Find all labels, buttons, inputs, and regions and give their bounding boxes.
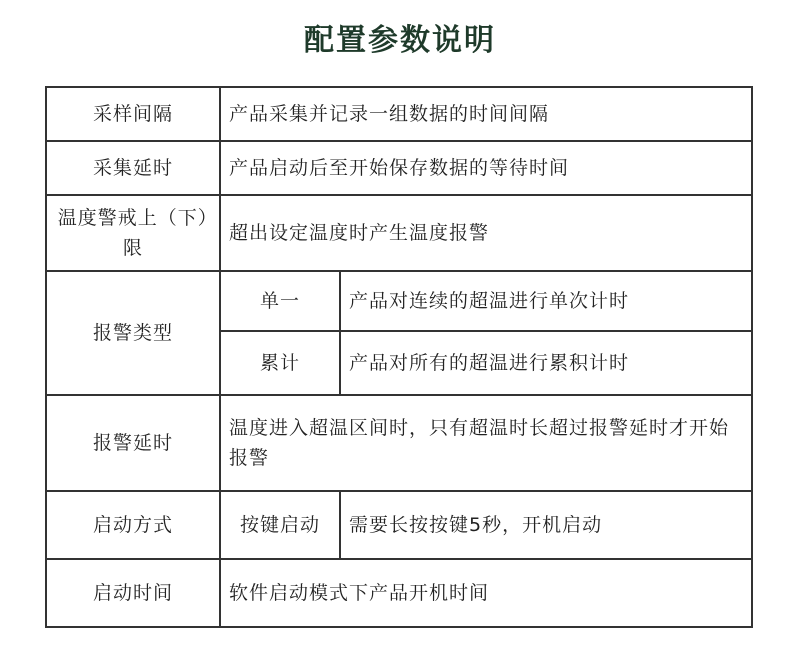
param-name-alarm-type: 报警类型 <box>46 271 220 395</box>
param-name-collection-delay: 采集延时 <box>46 141 220 195</box>
param-desc-alarm-single: 产品对连续的超温进行单次计时 <box>340 271 752 331</box>
page-title: 配置参数说明 <box>304 23 496 58</box>
table-row <box>46 87 752 141</box>
param-desc-collection-delay: 产品启动后至开始保存数据的等待时间 <box>220 141 752 195</box>
param-name-temp-alarm-limit: 温度警戒上（下）限 <box>46 195 220 271</box>
table-row <box>46 195 752 271</box>
table-row <box>46 395 752 491</box>
param-desc-start-time: 软件启动模式下产品开机时间 <box>220 559 752 627</box>
param-sub-alarm-single: 单一 <box>220 271 340 331</box>
table-row <box>46 559 752 627</box>
param-name-start-time: 启动时间 <box>46 559 220 627</box>
table-row <box>46 141 752 195</box>
param-name-sampling-interval: 采样间隔 <box>46 87 220 141</box>
param-desc-start-mode: 需要长按按键5秒，开机启动 <box>340 491 752 559</box>
config-parameter-table <box>45 86 753 628</box>
param-name-start-mode: 启动方式 <box>46 491 220 559</box>
param-sub-start-mode: 按键启动 <box>220 491 340 559</box>
param-desc-alarm-cumulative: 产品对所有的超温进行累积计时 <box>340 331 752 395</box>
param-name-alarm-delay: 报警延时 <box>46 395 220 491</box>
table-row <box>46 271 752 331</box>
param-desc-temp-alarm-limit: 超出设定温度时产生温度报警 <box>220 195 752 271</box>
param-desc-sampling-interval: 产品采集并记录一组数据的时间间隔 <box>220 87 752 141</box>
table-row <box>46 491 752 559</box>
param-sub-alarm-cumulative: 累计 <box>220 331 340 395</box>
param-desc-alarm-delay: 温度进入超温区间时，只有超温时长超过报警延时才开始报警 <box>220 395 752 491</box>
